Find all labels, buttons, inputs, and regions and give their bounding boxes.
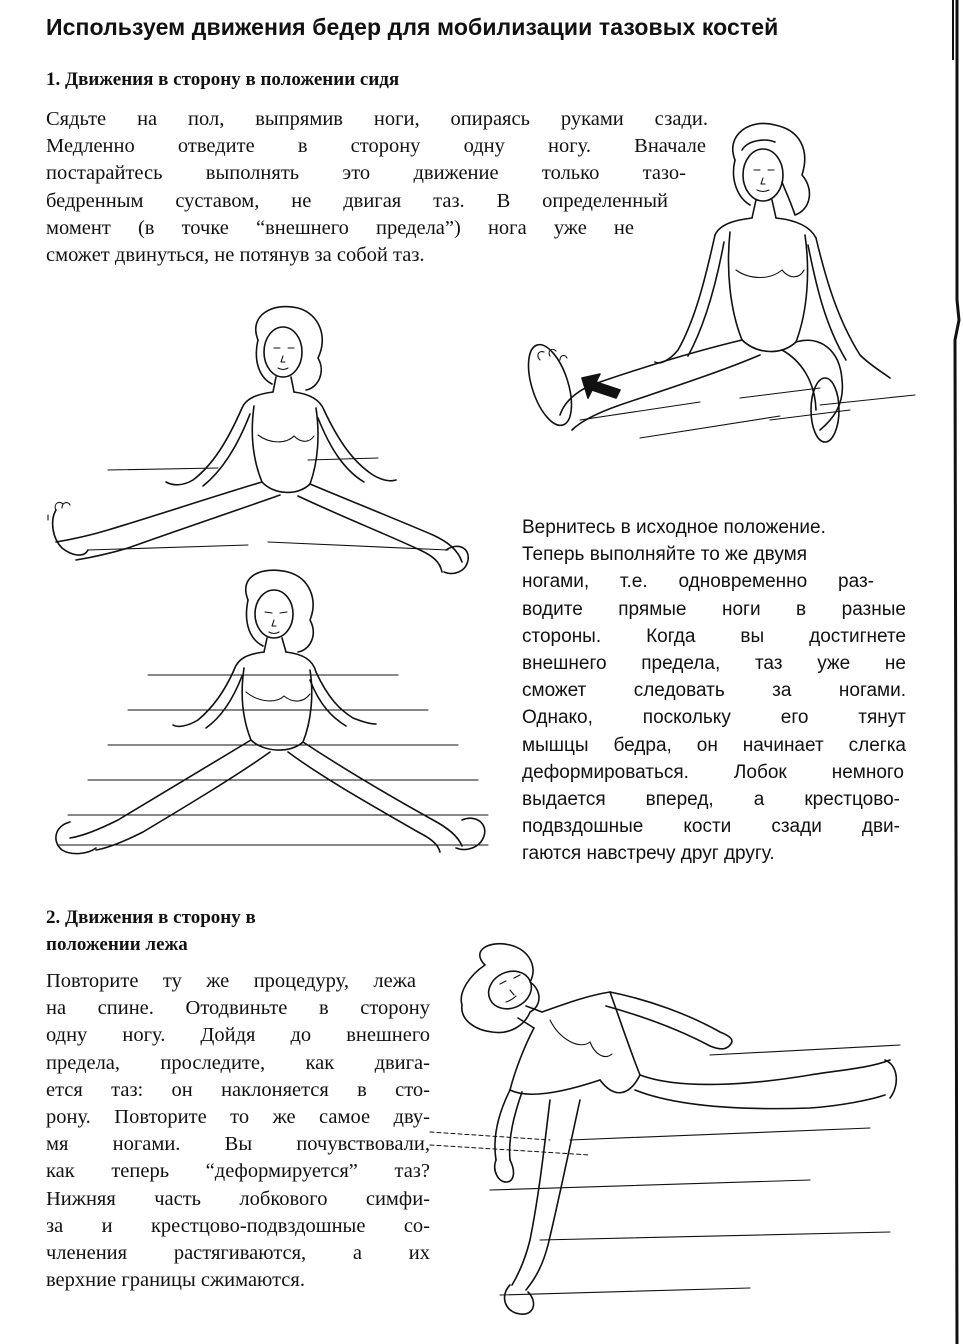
heading-line: положении лежа xyxy=(46,934,188,955)
heading-line: 2. Движения в сторону в xyxy=(46,907,256,928)
page-edge xyxy=(949,0,963,1344)
text-line: мышцы бедра, он начинает слегка xyxy=(522,734,906,756)
text-line: на спине. Отодвиньте в сторону xyxy=(46,997,430,1020)
text-line: внешнего предела, таз уже не xyxy=(522,653,906,675)
illustration-seated-outer-limit xyxy=(48,580,493,870)
text-line: постарайтесь выполнять это движение только тазо- xyxy=(46,162,686,185)
text-line: бедренным суставом, не двигая таз. В определенный xyxy=(46,189,668,212)
text-line: одну ногу. Дойдя до внешнего xyxy=(46,1024,430,1047)
text-line: подвздошные кости сзади дви- xyxy=(522,816,900,838)
text-line: членения растягиваются, а их xyxy=(46,1242,430,1265)
text-line: Вернитесь в исходное положение. xyxy=(522,517,826,538)
page-title: Используем движения бедер для мобилизации тазовых костей xyxy=(46,14,779,40)
text-line: деформироваться. Лобок немного xyxy=(522,761,904,783)
text-line: как теперь “деформируется” таз? xyxy=(46,1160,430,1183)
text-line: Сядьте на пол, выпрямив ноги, опираясь руками сзади. xyxy=(46,108,708,130)
text-line: Медленно отведите в сторону одну ногу. Вначале xyxy=(46,135,706,158)
text-line: за и крестцово-подвздошные со- xyxy=(46,1214,430,1237)
section-2-heading xyxy=(46,904,346,958)
text-line: рону. Повторите то же самое дву- xyxy=(46,1106,430,1129)
section-1-heading: 1. Движения в сторону в положении сидя xyxy=(46,69,400,90)
text-line: сможет следовать за ногами. xyxy=(522,680,906,702)
text-line: ется таз: он наклоняется в сто- xyxy=(46,1078,430,1101)
section-2-paragraph xyxy=(46,968,432,1294)
illustration-seated-wide-legs xyxy=(48,310,478,595)
illustration-lying-leg-abducted xyxy=(430,950,900,1330)
illustration-seated-one-leg xyxy=(520,120,920,450)
text-line: ногами, т.е. одновременно раз- xyxy=(522,571,874,593)
text-line: стороны. Когда вы достигнете xyxy=(522,625,906,647)
text-line: гаются навстречу друг другу. xyxy=(522,843,775,865)
text-line: выдается вперед, а крестцово- xyxy=(522,789,900,811)
text-line: сможет двинуться, не потянув за собой таз. xyxy=(46,244,425,267)
text-line: мя ногами. Вы почувствовали, xyxy=(46,1133,430,1156)
text-line: Теперь выполняйте то же двумя xyxy=(522,544,807,566)
text-line: Нижняя часть лобкового симфи- xyxy=(46,1187,430,1210)
text-line: момент (в точке “внешнего предела”) нога уже не xyxy=(46,216,634,239)
text-line: водите прямые ноги в разные xyxy=(522,598,906,620)
section-1-paragraph-2 xyxy=(522,514,906,868)
text-line: Однако, поскольку его тянут xyxy=(522,707,906,729)
text-line: Повторите ту же процедуру, лежа xyxy=(46,970,416,992)
text-line: предела, проследите, как двига- xyxy=(46,1051,430,1074)
text-line: верхние границы сжимаются. xyxy=(46,1269,305,1292)
